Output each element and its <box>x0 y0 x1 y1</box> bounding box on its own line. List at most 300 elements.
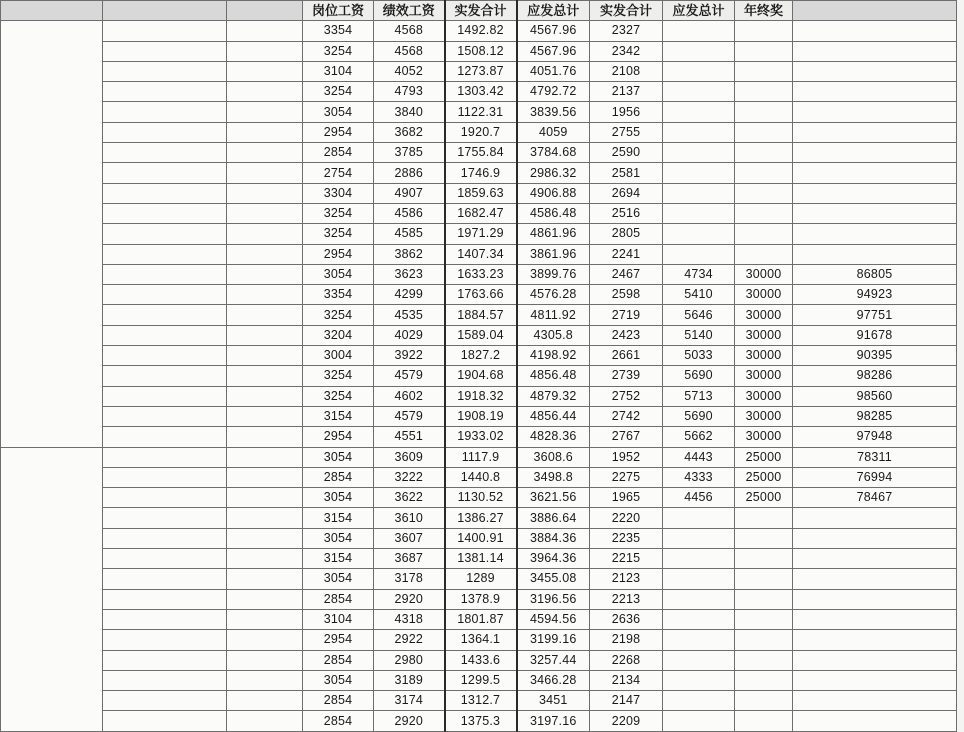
table-row <box>1 61 957 81</box>
cell-post-salary: 3004 <box>303 346 374 366</box>
cell-performance-salary: 2920 <box>374 589 445 609</box>
cell-gross-total-2 <box>663 589 735 609</box>
cell-post-salary: 2854 <box>303 691 374 711</box>
cell-annual-total: 91678 <box>793 325 957 345</box>
cell-year-end-bonus <box>735 549 793 569</box>
cell-gross-total-2 <box>663 122 735 142</box>
empty-cell <box>227 41 303 61</box>
cell-post-salary: 3054 <box>303 102 374 122</box>
cell-gross-total: 3884.36 <box>517 528 590 548</box>
empty-cell <box>103 630 227 650</box>
cell-annual-total <box>793 589 957 609</box>
table-row <box>1 609 957 629</box>
cell-performance-salary: 2922 <box>374 630 445 650</box>
empty-cell <box>227 427 303 447</box>
cell-post-salary: 3354 <box>303 21 374 41</box>
cell-annual-total <box>793 203 957 223</box>
cell-post-salary: 2854 <box>303 589 374 609</box>
cell-net-total-2: 2275 <box>590 467 663 487</box>
cell-performance-salary: 3682 <box>374 122 445 142</box>
table-row <box>1 183 957 203</box>
cell-net-total-2: 2241 <box>590 244 663 264</box>
cell-gross-total-2 <box>663 691 735 711</box>
cell-year-end-bonus: 30000 <box>735 386 793 406</box>
empty-cell <box>227 366 303 386</box>
cell-year-end-bonus <box>735 630 793 650</box>
cell-net-total: 1273.87 <box>445 61 517 81</box>
table-row <box>1 102 957 122</box>
cell-net-total: 1746.9 <box>445 163 517 183</box>
cell-net-total-2: 2467 <box>590 264 663 284</box>
cell-annual-total: 97751 <box>793 305 957 325</box>
cell-net-total: 1381.14 <box>445 549 517 569</box>
cell-gross-total-2 <box>663 569 735 589</box>
cell-net-total: 1375.3 <box>445 711 517 731</box>
cell-gross-total: 4059 <box>517 122 590 142</box>
cell-net-total-2: 2598 <box>590 285 663 305</box>
cell-gross-total: 2986.32 <box>517 163 590 183</box>
empty-cell <box>227 183 303 203</box>
cell-post-salary: 3254 <box>303 305 374 325</box>
empty-cell <box>103 143 227 163</box>
cell-net-total-2: 2220 <box>590 508 663 528</box>
cell-net-total-2: 2767 <box>590 427 663 447</box>
cell-annual-total <box>793 528 957 548</box>
cell-post-salary: 2954 <box>303 122 374 142</box>
cell-post-salary: 2854 <box>303 143 374 163</box>
cell-year-end-bonus <box>735 569 793 589</box>
empty-cell <box>227 285 303 305</box>
cell-net-total-2: 2327 <box>590 21 663 41</box>
empty-cell <box>227 609 303 629</box>
cell-net-total-2: 2581 <box>590 163 663 183</box>
cell-post-salary: 3254 <box>303 82 374 102</box>
cell-gross-total: 4861.96 <box>517 224 590 244</box>
cell-post-salary: 2854 <box>303 711 374 731</box>
cell-net-total-2: 2342 <box>590 41 663 61</box>
cell-annual-total: 97948 <box>793 427 957 447</box>
table-row <box>1 670 957 690</box>
header-cell-blank-d <box>793 1 957 21</box>
empty-cell <box>103 61 227 81</box>
table-row <box>1 122 957 142</box>
cell-annual-total <box>793 609 957 629</box>
cell-net-total-2: 2742 <box>590 406 663 426</box>
cell-annual-total <box>793 122 957 142</box>
empty-cell <box>103 366 227 386</box>
header-cell-blank-c <box>227 1 303 21</box>
cell-year-end-bonus: 30000 <box>735 325 793 345</box>
cell-gross-total-2 <box>663 224 735 244</box>
table-row <box>1 285 957 305</box>
cell-post-salary: 3104 <box>303 609 374 629</box>
cell-net-total: 1303.42 <box>445 82 517 102</box>
cell-net-total-2: 2268 <box>590 650 663 670</box>
cell-annual-total: 86805 <box>793 264 957 284</box>
cell-post-salary: 2954 <box>303 630 374 650</box>
cell-performance-salary: 3862 <box>374 244 445 264</box>
table-row <box>1 346 957 366</box>
cell-net-total: 1801.87 <box>445 609 517 629</box>
empty-cell <box>227 61 303 81</box>
cell-gross-total-2: 5713 <box>663 386 735 406</box>
cell-gross-total-2 <box>663 609 735 629</box>
cell-net-total: 1918.32 <box>445 386 517 406</box>
cell-performance-salary: 2920 <box>374 711 445 731</box>
empty-cell <box>103 386 227 406</box>
cell-post-salary: 3204 <box>303 325 374 345</box>
cell-net-total-2: 2235 <box>590 528 663 548</box>
cell-net-total-2: 2755 <box>590 122 663 142</box>
header-cell-blank-a <box>1 1 103 21</box>
cell-gross-total-2 <box>663 630 735 650</box>
empty-cell <box>103 21 227 41</box>
cell-post-salary: 3154 <box>303 508 374 528</box>
empty-cell <box>103 41 227 61</box>
cell-net-total-2: 1965 <box>590 488 663 508</box>
empty-cell <box>227 386 303 406</box>
empty-cell <box>103 427 227 447</box>
cell-gross-total: 4856.48 <box>517 366 590 386</box>
cell-year-end-bonus: 30000 <box>735 366 793 386</box>
cell-net-total-2: 2423 <box>590 325 663 345</box>
cell-gross-total-2: 5690 <box>663 366 735 386</box>
cell-annual-total: 78311 <box>793 447 957 467</box>
cell-net-total-2: 2198 <box>590 630 663 650</box>
cell-gross-total: 3839.56 <box>517 102 590 122</box>
cell-performance-salary: 3623 <box>374 264 445 284</box>
cell-net-total-2: 2134 <box>590 670 663 690</box>
cell-net-total-2: 2719 <box>590 305 663 325</box>
cell-gross-total-2 <box>663 61 735 81</box>
empty-cell <box>227 264 303 284</box>
empty-cell <box>227 447 303 467</box>
cell-year-end-bonus: 25000 <box>735 447 793 467</box>
table-row <box>1 406 957 426</box>
cell-annual-total <box>793 691 957 711</box>
empty-cell <box>103 183 227 203</box>
empty-cell <box>103 82 227 102</box>
cell-gross-total-2: 4734 <box>663 264 735 284</box>
empty-cell <box>227 549 303 569</box>
cell-annual-total <box>793 650 957 670</box>
cell-performance-salary: 4579 <box>374 366 445 386</box>
cell-gross-total-2 <box>663 163 735 183</box>
table-row <box>1 143 957 163</box>
cell-net-total: 1492.82 <box>445 21 517 41</box>
empty-cell <box>227 589 303 609</box>
cell-gross-total: 4792.72 <box>517 82 590 102</box>
cell-net-total: 1884.57 <box>445 305 517 325</box>
empty-cell <box>227 305 303 325</box>
empty-cell <box>103 508 227 528</box>
group-label-cell <box>1 447 103 731</box>
cell-gross-total-2 <box>663 102 735 122</box>
cell-performance-salary: 4551 <box>374 427 445 447</box>
cell-net-total: 1312.7 <box>445 691 517 711</box>
cell-net-total: 1827.2 <box>445 346 517 366</box>
cell-year-end-bonus <box>735 163 793 183</box>
cell-year-end-bonus: 30000 <box>735 285 793 305</box>
cell-annual-total <box>793 630 957 650</box>
cell-net-total: 1299.5 <box>445 670 517 690</box>
empty-cell <box>227 224 303 244</box>
cell-year-end-bonus <box>735 102 793 122</box>
cell-post-salary: 3054 <box>303 569 374 589</box>
table-row <box>1 650 957 670</box>
cell-annual-total <box>793 549 957 569</box>
cell-performance-salary: 4793 <box>374 82 445 102</box>
cell-gross-total-2 <box>663 670 735 690</box>
cell-net-total-2: 2516 <box>590 203 663 223</box>
cell-gross-total: 3257.44 <box>517 650 590 670</box>
cell-net-total: 1920.7 <box>445 122 517 142</box>
empty-cell <box>103 589 227 609</box>
cell-net-total: 1763.66 <box>445 285 517 305</box>
table-row <box>1 224 957 244</box>
cell-net-total-2: 2739 <box>590 366 663 386</box>
cell-performance-salary: 3622 <box>374 488 445 508</box>
cell-annual-total <box>793 102 957 122</box>
empty-cell <box>103 528 227 548</box>
cell-performance-salary: 3922 <box>374 346 445 366</box>
cell-performance-salary: 3840 <box>374 102 445 122</box>
cell-post-salary: 3254 <box>303 203 374 223</box>
cell-gross-total: 4576.28 <box>517 285 590 305</box>
empty-cell <box>103 325 227 345</box>
cell-gross-total: 3455.08 <box>517 569 590 589</box>
cell-gross-total: 3199.16 <box>517 630 590 650</box>
cell-gross-total-2: 5140 <box>663 325 735 345</box>
empty-cell <box>103 691 227 711</box>
cell-gross-total: 3498.8 <box>517 467 590 487</box>
cell-net-total: 1755.84 <box>445 143 517 163</box>
cell-post-salary: 3254 <box>303 386 374 406</box>
empty-cell <box>103 406 227 426</box>
cell-gross-total: 4567.96 <box>517 21 590 41</box>
header-net-total: 实发合计 <box>445 1 517 21</box>
empty-cell <box>227 670 303 690</box>
cell-annual-total: 78467 <box>793 488 957 508</box>
empty-cell <box>227 82 303 102</box>
cell-performance-salary: 3609 <box>374 447 445 467</box>
cell-net-total: 1400.91 <box>445 528 517 548</box>
cell-post-salary: 2954 <box>303 427 374 447</box>
cell-performance-salary: 4579 <box>374 406 445 426</box>
cell-annual-total: 98285 <box>793 406 957 426</box>
cell-performance-salary: 4029 <box>374 325 445 345</box>
table-row <box>1 549 957 569</box>
cell-year-end-bonus: 30000 <box>735 305 793 325</box>
cell-gross-total-2 <box>663 41 735 61</box>
cell-year-end-bonus: 30000 <box>735 406 793 426</box>
cell-post-salary: 3304 <box>303 183 374 203</box>
cell-post-salary: 3054 <box>303 670 374 690</box>
header-net-total-2: 实发合计 <box>590 1 663 21</box>
cell-performance-salary: 4318 <box>374 609 445 629</box>
cell-performance-salary: 3178 <box>374 569 445 589</box>
cell-year-end-bonus <box>735 508 793 528</box>
cell-post-salary: 3104 <box>303 61 374 81</box>
cell-gross-total: 3899.76 <box>517 264 590 284</box>
cell-post-salary: 3254 <box>303 224 374 244</box>
empty-cell <box>227 630 303 650</box>
cell-gross-total: 3451 <box>517 691 590 711</box>
table-row <box>1 305 957 325</box>
cell-gross-total: 3964.36 <box>517 549 590 569</box>
cell-gross-total: 4828.36 <box>517 427 590 447</box>
cell-year-end-bonus: 30000 <box>735 427 793 447</box>
header-year-end-bonus: 年终奖 <box>735 1 793 21</box>
cell-gross-total-2 <box>663 82 735 102</box>
cell-performance-salary: 4586 <box>374 203 445 223</box>
cell-net-total: 1433.6 <box>445 650 517 670</box>
empty-cell <box>103 203 227 223</box>
cell-annual-total <box>793 82 957 102</box>
table-row <box>1 21 957 41</box>
cell-year-end-bonus <box>735 670 793 690</box>
empty-cell <box>227 21 303 41</box>
cell-year-end-bonus: 30000 <box>735 346 793 366</box>
cell-performance-salary: 4052 <box>374 61 445 81</box>
cell-year-end-bonus <box>735 82 793 102</box>
cell-year-end-bonus: 30000 <box>735 264 793 284</box>
cell-net-total: 1122.31 <box>445 102 517 122</box>
cell-post-salary: 2854 <box>303 467 374 487</box>
header-cell-blank-b <box>103 1 227 21</box>
cell-year-end-bonus <box>735 183 793 203</box>
cell-annual-total <box>793 21 957 41</box>
cell-net-total: 1904.68 <box>445 366 517 386</box>
cell-gross-total-2 <box>663 183 735 203</box>
group-label-cell <box>1 21 103 447</box>
empty-cell <box>103 244 227 264</box>
empty-cell <box>103 569 227 589</box>
cell-net-total-2: 2108 <box>590 61 663 81</box>
empty-cell <box>227 467 303 487</box>
cell-net-total-2: 2661 <box>590 346 663 366</box>
cell-net-total: 1364.1 <box>445 630 517 650</box>
empty-cell <box>103 285 227 305</box>
cell-year-end-bonus <box>735 143 793 163</box>
cell-net-total: 1682.47 <box>445 203 517 223</box>
header-row <box>1 1 957 21</box>
cell-gross-total-2 <box>663 244 735 264</box>
cell-post-salary: 3254 <box>303 366 374 386</box>
cell-year-end-bonus <box>735 711 793 731</box>
table-row <box>1 264 957 284</box>
empty-cell <box>227 691 303 711</box>
cell-annual-total <box>793 670 957 690</box>
cell-post-salary: 2754 <box>303 163 374 183</box>
table-row <box>1 711 957 731</box>
cell-gross-total-2 <box>663 711 735 731</box>
table-row <box>1 508 957 528</box>
cell-performance-salary: 3607 <box>374 528 445 548</box>
cell-net-total: 1971.29 <box>445 224 517 244</box>
cell-year-end-bonus <box>735 41 793 61</box>
cell-net-total-2: 2590 <box>590 143 663 163</box>
empty-cell <box>227 528 303 548</box>
cell-year-end-bonus <box>735 61 793 81</box>
table-row <box>1 427 957 447</box>
cell-gross-total: 3861.96 <box>517 244 590 264</box>
empty-cell <box>103 549 227 569</box>
cell-performance-salary: 3189 <box>374 670 445 690</box>
cell-net-total: 1908.19 <box>445 406 517 426</box>
table-row <box>1 691 957 711</box>
cell-annual-total: 76994 <box>793 467 957 487</box>
table-row <box>1 203 957 223</box>
table-row <box>1 589 957 609</box>
cell-performance-salary: 4907 <box>374 183 445 203</box>
empty-cell <box>103 670 227 690</box>
cell-net-total-2: 1952 <box>590 447 663 467</box>
cell-annual-total <box>793 711 957 731</box>
empty-cell <box>103 224 227 244</box>
header-gross-total: 应发总计 <box>517 1 590 21</box>
cell-net-total-2: 2636 <box>590 609 663 629</box>
empty-cell <box>227 203 303 223</box>
table-row <box>1 447 957 467</box>
cell-performance-salary: 4568 <box>374 21 445 41</box>
cell-gross-total-2: 5646 <box>663 305 735 325</box>
cell-annual-total <box>793 244 957 264</box>
empty-cell <box>227 569 303 589</box>
cell-annual-total <box>793 143 957 163</box>
cell-net-total: 1378.9 <box>445 589 517 609</box>
empty-cell <box>103 264 227 284</box>
empty-cell <box>227 325 303 345</box>
cell-net-total: 1289 <box>445 569 517 589</box>
cell-year-end-bonus <box>735 122 793 142</box>
cell-gross-total: 4586.48 <box>517 203 590 223</box>
table-row <box>1 488 957 508</box>
cell-year-end-bonus <box>735 21 793 41</box>
cell-net-total: 1117.9 <box>445 447 517 467</box>
empty-cell <box>103 102 227 122</box>
empty-cell <box>103 122 227 142</box>
cell-gross-total: 3608.6 <box>517 447 590 467</box>
cell-net-total-2: 2147 <box>590 691 663 711</box>
table-row <box>1 528 957 548</box>
cell-gross-total: 4305.8 <box>517 325 590 345</box>
cell-net-total: 1407.34 <box>445 244 517 264</box>
empty-cell <box>103 711 227 731</box>
cell-annual-total: 94923 <box>793 285 957 305</box>
cell-post-salary: 3054 <box>303 264 374 284</box>
cell-gross-total-2: 5690 <box>663 406 735 426</box>
cell-net-total-2: 2123 <box>590 569 663 589</box>
cell-post-salary: 3054 <box>303 447 374 467</box>
empty-cell <box>227 143 303 163</box>
cell-performance-salary: 3687 <box>374 549 445 569</box>
cell-gross-total-2 <box>663 650 735 670</box>
cell-gross-total: 4567.96 <box>517 41 590 61</box>
empty-cell <box>227 508 303 528</box>
empty-cell <box>103 488 227 508</box>
cell-net-total: 1508.12 <box>445 41 517 61</box>
cell-performance-salary: 3785 <box>374 143 445 163</box>
cell-performance-salary: 3174 <box>374 691 445 711</box>
table-row <box>1 366 957 386</box>
cell-annual-total: 98560 <box>793 386 957 406</box>
table-row <box>1 82 957 102</box>
cell-gross-total: 3886.64 <box>517 508 590 528</box>
cell-net-total-2: 1956 <box>590 102 663 122</box>
cell-performance-salary: 3610 <box>374 508 445 528</box>
table-row <box>1 569 957 589</box>
